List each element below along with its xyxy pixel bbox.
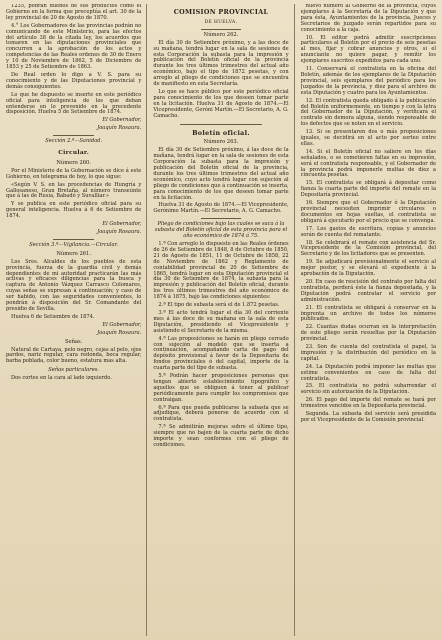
paragraph: 24. La Diputación podrá imponer las multas que estime convenientes en caso de falta del contratista. bbox=[300, 363, 436, 382]
column-right bbox=[301, 4, 436, 636]
section-heading: Sección 2.ª—Sanidad. bbox=[45, 138, 103, 145]
paragraph: De Real orden lo digo a V. S. para su conocimiento y de las Diputaciones provincial y demás consiguientes. bbox=[6, 71, 142, 90]
section-heading: Sección 3.ª—Vigilancia.—Circular. bbox=[29, 241, 119, 248]
paragraph: 11. Conservará el contratista en la oficina del Boletín, además de los ejemplares de la Diputación provincial, seis ejemplares del periódico para los Juzgados de la provincia, y diez para el archivo de esta Diputación y cuatro para los Ayuntamientos. bbox=[300, 66, 436, 96]
document-number: Número 262. bbox=[203, 31, 239, 38]
paragraph: 14. Si el Boletín oficial no saliere en los días señalados, o se cometieren faltas en su impresión, será el contratista responsable, y el Gobernador de la provincia podrá imponerle multas de diez a cincuenta pesetas. bbox=[300, 148, 436, 179]
paragraph: 5.ª Podrán hacer proposiciones personas que tengan abierto establecimiento tipográfico y aquellos que se obliguen á tener al publicar periódicamente para cumplir los compromisos que contraigan. bbox=[153, 373, 289, 403]
divider bbox=[180, 124, 261, 125]
paragraph: 1.ª Con arreglo lo dispuesto en las Reales órdenes de 26 de Setiembre de 1848, 8 de Octubre de 1850, 21 de Agosto de 1851, 11 de Octubre de 1858, 22 de Noviembre de 1862 y Reglamento de contabilidad provincial de 20 de Setiembre de 1865, tendrá lugar en esta Diputación provincial el día 30 de Setiembre de 1874, la subasta para la impresión y publicación del Boletín oficial, durante los tres últimos trimestres del año económico de 1874 á 1875, bajo las condiciones siguientes: bbox=[153, 241, 289, 301]
paragraph: Por el Ministerio de la Gobernación se dice á este Gobierno, en telegrama de hoy, lo que sigue: bbox=[6, 167, 142, 180]
paragraph: 18. Se celebrará el remate con asistencia del Sr. Vicepresidente de la Comisión provincial, del Secretario y de los licitadores que se presenten. bbox=[300, 239, 436, 258]
signature-title: El Gobernador, bbox=[102, 321, 142, 328]
paragraph: 6.ª Para que pueda publicarse la subasta que se adjudique, deberá ponerse de acuerdo con el contratista. bbox=[153, 404, 289, 423]
section-title: Boletín oficial. bbox=[192, 128, 250, 137]
paragraph: El día 30 de Setiembre próximo, á las doce de la mañana, tendrá lugar en la sala de sesiones de esta Corporación la subasta para la impresión y publicación del Boletín oficial de la provincia, durante los tres últimos trimestres del actual año económico, cuyo acto tendrá lugar con sujeción al pliego de condiciones que á continuación se inserta, para conocimiento de los que deseen tomar parte en la licitación. bbox=[153, 147, 289, 201]
paragraph: 7.ª Se admitirán mejoras sobre el último tipo, siempre que no bajen de la cuarta parte de dicho importe y sean conformes con el pliego de condiciones. bbox=[153, 424, 289, 448]
paragraph: nuevo número al Gobierno de la provincia, cuyos ejemplares á la Secretaría de la Diputación y que para ésta, Ayuntamientos de la provincia, Jueces y Secretarios de juzgado serán repartidos para su conocimiento a la caja. bbox=[300, 4, 436, 33]
paragraph: 20. En caso de rescisión del contrato por falta del contratista, perderá éste la fianza depositada, y la Diputación podrá contratar el servicio por administración. bbox=[300, 278, 436, 303]
paragraph: Natural de Cartaya, pelo negro, cejas al pelo, ojos pardos, nariz regular, cara redonda, boca regular, barba poblada, color bueno, estatura mas alta. bbox=[6, 346, 142, 365]
section-subtitle: DE HUELVA. bbox=[204, 19, 238, 25]
subheading: Señas. bbox=[64, 338, 83, 345]
divider bbox=[201, 218, 242, 219]
signature-name: Joaquín Rosaura. bbox=[97, 229, 142, 235]
paragraph: 26. El pago del importe del remate se hará por trimestres vencidos en la Depositaría provincial. bbox=[300, 397, 436, 410]
section-title: COMISION PROVINCIAL bbox=[173, 8, 269, 16]
paragraph: 13. Si se presentaren dos o más proposiciones iguales, se decidirá en el acto por sorteo entre ellas. bbox=[300, 129, 436, 147]
signature-title: El Gobernador, bbox=[102, 221, 142, 228]
document-number: Número 261. bbox=[56, 250, 91, 257]
paragraph: «Según V. S. en las procedencias de Hungría y Gallosaneso, Gran Bretaña, al número transeúnte que á las de Rusia, Babadó y Suvalliar.» bbox=[6, 181, 142, 200]
paragraph: El día 30 de Setiembre próximo, y a las doce de su mañana, tendrá lugar en la sala de sesiones de esta Corporación la subasta para la impresión y publicación del Boletín oficial de la provincia durante los tres últimos trimestres del actual año económico, bajo el tipo de 1872 pesetas, y con arreglo al pliego de condiciones que se encuentra de manifiesto en esta Secretaría. bbox=[153, 39, 289, 88]
subheading: Señas particulares. bbox=[48, 367, 100, 374]
paragraph: 22. Cuantas dudas ocurran en la interpretación de este pliego serán resueltas por la Diputación provincial. bbox=[300, 324, 436, 343]
paragraph: 17. Los gastos de escritura, copias y anuncios serán de cuenta del rematante. bbox=[300, 225, 436, 238]
paragraph: 2.ª El tipo de subasta será el de 1.872 pesetas. bbox=[158, 302, 280, 309]
paragraph: 15. El contratista se obligará á depositar como fianza la cuarta parte del importe del remate en la Depositaría provincial. bbox=[300, 180, 436, 199]
divider bbox=[53, 135, 94, 136]
signature-name: Joaquín Rosaura. bbox=[97, 329, 142, 336]
columns bbox=[6, 4, 436, 636]
paragraph: Y se publica en este periódico oficial para su general inteligencia. Huelva á 6 de Setiembre de 1874. bbox=[6, 201, 142, 220]
paragraph: 21. El contratista se obligará á conservar en la imprenta un archivo de todos los números publicados. bbox=[300, 304, 436, 323]
paragraph: 4.° Los Gobernadores de las provincias podrán no comunicando de este Ministerio, para las efectos del artículo 38 de la citada ley, los acuerdos que tomaren en las diputaciones provinciales que concurren a la aprobación de los actos y competencias de las Reales ordenes de 30 de Enero y 10 de Noviembre de 1862, 5 de Diciembre de 1853 y 25 de Setiembre de 1863. bbox=[6, 22, 142, 71]
document-number: Número 263. bbox=[203, 139, 239, 146]
column-middle bbox=[153, 4, 294, 636]
paragraph: Segunda. La subasta del servicio será presidida por el Vicepresidente de la Comisión provincial. bbox=[300, 411, 436, 423]
signature-name: Joaquín Rosaura. bbox=[97, 125, 142, 132]
paragraph: 10. El editor podrá admitir suscripciones particulares al Boletín por el precio de seis pesetas al mes, fijar y cobrar anuncios y otros, si el anunciante no quiere pagar, y remitir los ejemplares suscritos expedidos para cada uno. bbox=[300, 34, 436, 65]
pliego-heading: Pliego de condiciones bajo las cuales se saca á la subasta del Boletín oficial de esta provincia para el año económico de 1874 á 75. bbox=[154, 221, 288, 240]
paragraph: 23. Son de cuenta del contratista el papel, la impresión y la distribución del periódico en la capital. bbox=[300, 344, 436, 362]
paragraph: Huelva 31 de Agosto de 1874.—El Vicepresidente, Gerónimo Martín.—El Secretario, A. G. Camacho. bbox=[153, 202, 289, 215]
column-left bbox=[6, 4, 147, 636]
signature-title: El Gobernador, bbox=[102, 117, 142, 124]
divider bbox=[201, 29, 242, 30]
paragraph: 12. El contratista queda obligado á la publicación del Boletín uniformemente, en tiempo y con la letra del Gobernador de la Diputación, y verificará el contrato sin demora alguna, siendo responsable de los defectos que se noten en el servicio. bbox=[300, 97, 436, 128]
paragraph: Lo que se hace público por este periódico oficial para conocimiento de los que deseen tomar parte en la licitación. Huelva 31 de Agosto de 1874.—El Vicepresidente, Geróni Martín.—El Secretario, A. G. Camacho. bbox=[153, 88, 289, 119]
circular-heading: Circular. bbox=[58, 150, 90, 157]
paragraph: 19. Se adjudicará provisionalmente el servicio al mejor postor, y se elevará el expediente á la aprobación de la Diputación. bbox=[300, 259, 436, 278]
paragraph: 16. Siempre que el Gobernador ó la Diputación provincial necesiten imprimir circulares o documentos en hojas sueltas, el contratista se obligará á ejecutarlo por el precio que se convenga. bbox=[300, 200, 436, 224]
paragraph: 25. El contratista no podrá subarrendar el servicio sin autorización de la Diputación. bbox=[300, 383, 436, 396]
paragraph: 4.ª Las proposiciones se harán en pliego cerrado con sujeción al modelo que se inserta a continuación, acompañando carta de pago del depósito provisional á favor de la Depositaría de fondos provinciales ó del capital, importe de la cuarta parte del tipo de subasta. bbox=[153, 335, 289, 372]
divider bbox=[53, 239, 94, 240]
paragraph: Huelva 6 de Setiembre de 1874. bbox=[11, 313, 95, 320]
paragraph: Lo que he dispuesto se inserte en este periódico oficial para inteligencia de los que deban entenderse en lo prevenido en la precedente disposición. Huelva 5 de Setiembre de 1874. bbox=[6, 91, 142, 116]
paragraph: 1235, podrán dueños de sus productos como el Gobierno en la forma que preceptúa el art. 30 de la ley provincial de 20 de Agosto de 1870. bbox=[6, 4, 142, 21]
paragraph: Dos cortes en la cara al lado izquierdo. bbox=[11, 375, 112, 382]
document-number: Número 260. bbox=[56, 159, 91, 166]
paragraph: 3.ª El acto tendrá lugar el día 30 del corriente mes á las doce de su mañana en la sala de esta Diputación, presidiendo el Vicepresidente y asistiendo el Secretario de la misma. bbox=[153, 309, 289, 334]
paragraph: Los Sres. Alcaldes de los pueblos de esta provincia, fuerza de la guardia civil y demás dependientes de mi autoridad practicarán las más activas y eficaces diligencias para la busca y captura de Antonio Vázquez Carrasco Colomares, cuyas señas se expresan á continuación; y caso de ser habido, con las seguridades convenientes, lo pondrán á disposición del Sr. Comandante del presidio de Sevilla. bbox=[6, 258, 142, 312]
